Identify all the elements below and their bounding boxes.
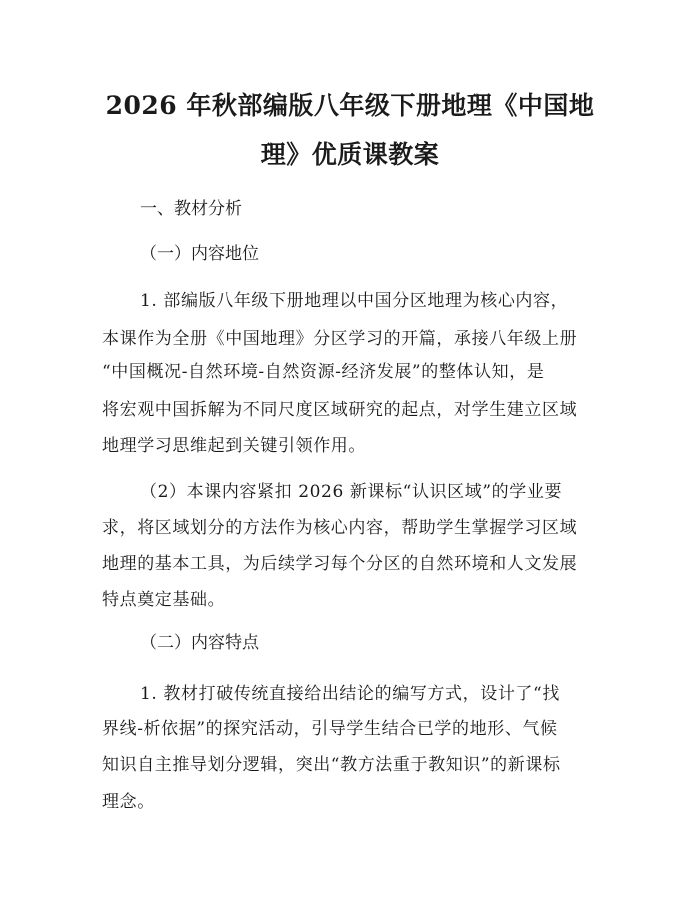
paragraph-1-line: 将宏观中国拆解为不同尺度区域研究的起点，对学生建立区域 <box>102 400 578 420</box>
paragraph-3-line: 知识自主推导划分逻辑，突出“教方法重于教知识”的新课标 <box>102 755 561 775</box>
paragraph-3-line: 理念。 <box>102 792 155 812</box>
paragraph-3-line: 界线-析依据”的探究活动，引导学生结合已学的地形、气候 <box>102 719 558 739</box>
subsection-heading: （一）内容地位 <box>140 244 259 264</box>
document-title-line-1: 2026 年秋部编版八年级下册地理《中国地 <box>105 91 595 120</box>
paragraph-2-line: （2）本课内容紧扣 2026 新课标“认识区域”的学业要 <box>140 482 563 502</box>
section-heading: 一、教材分析 <box>140 199 242 219</box>
paragraph-1-line: 1. 部编版八年级下册地理以中国分区地理为核心内容， <box>140 291 569 311</box>
paragraph-1-line: “中国概况-自然环境-自然资源-经济发展”的整体认知，是 <box>102 362 545 382</box>
paragraph-2-line: 地理的基本工具，为后续学习每个分区的自然环境和人文发展 <box>102 554 578 574</box>
paragraph-2-line: 求，将区域划分的方法作为核心内容，帮助学生掌握学习区域 <box>102 518 578 538</box>
document-title-line-2: 理》优质课教案 <box>260 140 440 169</box>
paragraph-3-line: 1. 教材打破传统直接给出结论的编写方式，设计了“找 <box>140 684 560 704</box>
paragraph-1-line: 本课作为全册《中国地理》分区学习的开篇，承接八年级上册 <box>102 329 578 349</box>
paragraph-1-line: 地理学习思维起到关键引领作用。 <box>102 436 366 456</box>
subsection-heading: （二）内容特点 <box>140 633 259 653</box>
paragraph-2-line: 特点奠定基础。 <box>102 590 226 610</box>
